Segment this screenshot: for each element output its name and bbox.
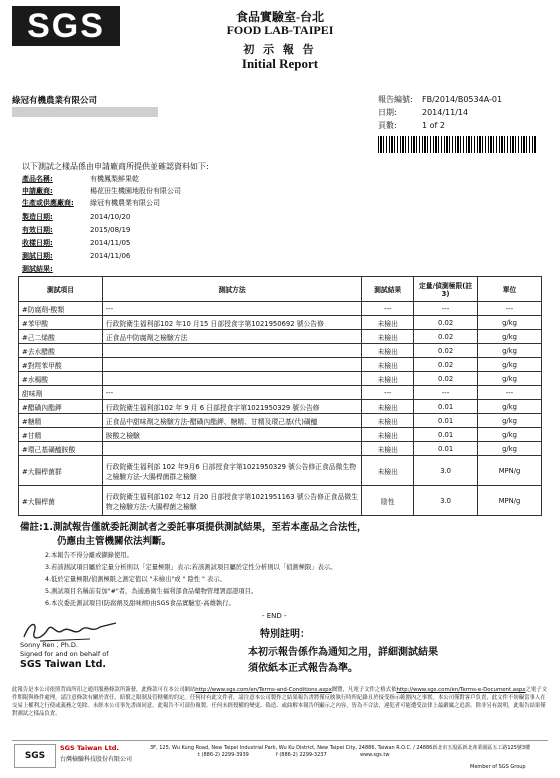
cell-method: 行政院衛生福利部 102 年9月6 日部授食字第1021950329 號公告修正食品微生物之檢驗方法-大腸桿菌群之檢驗 bbox=[102, 456, 361, 486]
lab-title-zh: 食品實驗室-台北 bbox=[236, 10, 324, 24]
sgs-footer-logo: SGS bbox=[14, 744, 56, 768]
cell-limit: 3.0 bbox=[414, 456, 478, 486]
note-1b: 仍應由主管機關依法判斷。 bbox=[57, 536, 172, 547]
cell-method: 行政院衛生福利部102 年12 月20 日部授食字第1021951163 號公告修正食品微生物之檢驗方法-大腸桿菌之檢驗 bbox=[102, 486, 361, 516]
table-row bbox=[19, 400, 542, 414]
cell-unit: g/kg bbox=[478, 316, 542, 330]
terms-link[interactable]: http://www.sgs.com/en/Terms-and-Conditions.aspx bbox=[195, 687, 332, 693]
note-3: 3.若該測試項目屬於定量分析則以「定量極限」表示;若該測試項目屬於定性分析則以「偵測極限」表示。 bbox=[45, 564, 337, 571]
footer-web: www.sgs.tw bbox=[360, 752, 390, 758]
sample-label: 測試日期: bbox=[22, 252, 53, 260]
cell-item: #大腸桿菌 bbox=[19, 486, 103, 516]
sample-value: 2015/08/19 bbox=[90, 226, 131, 234]
cell-result: 陰性 bbox=[362, 486, 414, 516]
cell-unit: MPN/g bbox=[478, 456, 542, 486]
sample-row bbox=[22, 174, 139, 184]
note-6: 6.本次委託測試項目(防腐劑及甜味劑)由SGS食品實驗室-高雄執行。 bbox=[45, 600, 235, 607]
cell-limit: 0.01 bbox=[414, 428, 478, 442]
cell-result: 未檢出 bbox=[362, 400, 414, 414]
cell-unit: g/kg bbox=[478, 344, 542, 358]
table-row bbox=[19, 372, 542, 386]
cell-result: 未檢出 bbox=[362, 442, 414, 456]
report-number-value: FB/2014/B0534A-01 bbox=[422, 95, 503, 104]
cell-unit: g/kg bbox=[478, 442, 542, 456]
results-table bbox=[18, 276, 542, 516]
sample-label: 生產或供應廠商: bbox=[22, 199, 74, 207]
sample-row bbox=[22, 225, 130, 235]
client-name: 綠冠有機農業有限公司 bbox=[12, 96, 98, 106]
report-date-value: 2014/11/14 bbox=[422, 108, 469, 117]
footer-fax: f (886-2) 2299-3237 bbox=[276, 752, 327, 758]
header-result: 測試結果 bbox=[362, 277, 414, 302]
cell-limit: 0.02 bbox=[414, 358, 478, 372]
sample-label: 產品名稱: bbox=[22, 175, 53, 183]
cell-item: #水楊酸 bbox=[19, 372, 103, 386]
cell-result: 未檢出 bbox=[362, 358, 414, 372]
sample-value: 2014/11/05 bbox=[90, 239, 131, 247]
sample-value: 2014/11/06 bbox=[90, 252, 131, 260]
report-pages-value: 1 of 2 bbox=[422, 121, 445, 130]
sample-label: 有效日期: bbox=[22, 226, 53, 234]
header-item: 測試項目 bbox=[19, 277, 103, 302]
report-title-zh: 初 示 報 告 bbox=[243, 44, 317, 56]
report-pages bbox=[378, 120, 445, 131]
sample-row bbox=[22, 186, 181, 196]
cell-item: #環己基磺醯胺酸 bbox=[19, 442, 103, 456]
cell-item: #對羥苯甲酸 bbox=[19, 358, 103, 372]
footer-address: 3F, 125, Wu Kung Road, New Taipei Industrial Park, Wu Ku District, New Taipei City, 24886, Taiwan R.O.C. / 24886新北市五股區新北產業園區五工路125號3樓 bbox=[150, 745, 531, 751]
cell-unit: g/kg bbox=[478, 400, 542, 414]
sample-value: 楊花田生機園地股份有限公司 bbox=[90, 187, 181, 195]
sample-row bbox=[22, 251, 130, 261]
sample-row bbox=[22, 238, 130, 248]
cell-limit: 0.01 bbox=[414, 400, 478, 414]
cell-result: --- bbox=[362, 302, 414, 316]
header-limit: 定量/偵測極限(註3) bbox=[414, 277, 478, 302]
table-row bbox=[19, 386, 542, 400]
cell-limit: 0.01 bbox=[414, 442, 478, 456]
cell-item: #防腐劑-酸類 bbox=[19, 302, 103, 316]
report-number-label: 報告編號: bbox=[378, 95, 413, 104]
cell-item: #苯甲酸 bbox=[19, 316, 103, 330]
cell-result: 未檢出 bbox=[362, 428, 414, 442]
cell-method: 正食品中防腐劑之檢驗方法 bbox=[102, 330, 361, 344]
cell-limit: 0.01 bbox=[414, 414, 478, 428]
cell-method: --- bbox=[102, 302, 361, 316]
sample-label: 收樣日期: bbox=[22, 239, 53, 247]
footer-member: Member of SGS Group bbox=[470, 764, 526, 770]
results-label: 測試結果: bbox=[22, 265, 53, 273]
footer-text-2: 閱覽，凡電子文件之格式依 bbox=[331, 687, 397, 693]
table-row bbox=[19, 330, 542, 344]
table-row bbox=[19, 442, 542, 456]
cell-unit: g/kg bbox=[478, 414, 542, 428]
cell-limit: 0.02 bbox=[414, 330, 478, 344]
cell-item: #己二烯酸 bbox=[19, 330, 103, 344]
cell-item: #醋磺內酯鉀 bbox=[19, 400, 103, 414]
sample-row bbox=[22, 198, 160, 208]
report-date-label: 日期: bbox=[378, 108, 397, 117]
cell-result: 未檢出 bbox=[362, 456, 414, 486]
cell-result: --- bbox=[362, 386, 414, 400]
cell-item: 甜味劑 bbox=[19, 386, 103, 400]
signer-name: Sonny Ren , Ph.D. bbox=[20, 641, 78, 649]
cell-limit: --- bbox=[414, 302, 478, 316]
cell-result: 未檢出 bbox=[362, 344, 414, 358]
signer-company: SGS Taiwan Ltd. bbox=[20, 659, 106, 670]
table-row bbox=[19, 414, 542, 428]
cell-limit: 0.02 bbox=[414, 344, 478, 358]
footer-text-3: 之電子文件期限與條件處理。請注意條款有關於責任、賠償之限制及管轄權的約定。任何持有此文件者，請注意本公司製作之結果報告書將僅反映執行時所紀錄且於接受指示範圍內之事實。本公司僅對客戶負責，此文件不妨礙當事人在交易上權利之行使或義務之免除。未經本公司事先書面同意，此報告不可部份複製。任何未經授權的變更、偽造、或曲解本報告所顯示之內容，皆為不合法，違犯者可能遭受法律上最嚴厲之追訴。除非另有說明，此報告結果僅對測試之樣品負責。 bbox=[12, 687, 548, 717]
footer-company-zh: 台灣檢驗科技股份有限公司 bbox=[60, 756, 133, 763]
cell-result: 未檢出 bbox=[362, 316, 414, 330]
cell-limit: 0.02 bbox=[414, 372, 478, 386]
cell-method bbox=[102, 372, 361, 386]
cell-method: 行政院衛生福利部102 年 9 月 6 日部授食字第1021950329 號公告修 bbox=[102, 400, 361, 414]
cell-item: #去水醋酸 bbox=[19, 344, 103, 358]
cell-result: 未檢出 bbox=[362, 330, 414, 344]
e-document-link[interactable]: http://www.sgs.com/en/Terms-e-Document.aspx bbox=[396, 687, 526, 693]
client-address-redacted bbox=[12, 107, 158, 117]
cell-unit: g/kg bbox=[478, 372, 542, 386]
cell-method bbox=[102, 442, 361, 456]
cell-method: 行政院衛生福利部102 年10 月15 日部授食字第1021950692 號公告修 bbox=[102, 316, 361, 330]
cell-limit: 0.02 bbox=[414, 316, 478, 330]
cell-limit: --- bbox=[414, 386, 478, 400]
end-marker: - END - bbox=[262, 612, 287, 620]
cell-method: 正食品中甜味劑之檢驗方法-醋磺內酯鉀、糖精、甘精及環己基(代)磺醯 bbox=[102, 414, 361, 428]
table-row bbox=[19, 358, 542, 372]
table-row bbox=[19, 344, 542, 358]
intro-text: 以下測試之樣品係由申請廠商所提供並確認資料如下: bbox=[22, 162, 209, 171]
header-unit: 單位 bbox=[478, 277, 542, 302]
report-number bbox=[378, 94, 502, 105]
cell-method: --- bbox=[102, 386, 361, 400]
special-note-line1: 本初示報告係作為通知之用，詳細測試結果 bbox=[248, 647, 438, 658]
table-row bbox=[19, 456, 542, 486]
sample-value: 2014/10/20 bbox=[90, 213, 131, 221]
report-title-en: Initial Report bbox=[241, 56, 319, 71]
table-row bbox=[19, 302, 542, 316]
header-method: 測試方法 bbox=[102, 277, 361, 302]
footer-bar bbox=[12, 740, 548, 741]
sample-label: 製造日期: bbox=[22, 213, 53, 221]
lab-title-en: FOOD LAB-TAIPEI bbox=[226, 23, 334, 37]
cell-limit: 3.0 bbox=[414, 486, 478, 516]
barcode bbox=[378, 136, 536, 153]
note-1a: 備註:1.測試報告僅就委託測試者之委託事項提供測試結果，至若本產品之合法性， bbox=[20, 522, 367, 533]
cell-unit: MPN/g bbox=[478, 486, 542, 516]
special-note-line2: 須依紙本正式報告為準。 bbox=[248, 663, 358, 674]
cell-unit: g/kg bbox=[478, 330, 542, 344]
cell-item: #糖精 bbox=[19, 414, 103, 428]
sample-label: 申請廠商: bbox=[22, 187, 53, 195]
sample-value: 綠冠有機農業有限公司 bbox=[90, 199, 160, 207]
note-4: 4.低於定量極限/偵測極限之測定值以 "未檢出"或 " 陰性 " 表示。 bbox=[45, 576, 226, 583]
footer-phone: t (886-2) 2299-3939 bbox=[198, 752, 249, 758]
signer-role: Signed for and on behalf of bbox=[20, 650, 109, 658]
cell-item: #甘精 bbox=[19, 428, 103, 442]
sgs-logo: SGS bbox=[12, 6, 120, 46]
report-date bbox=[378, 107, 468, 118]
footer-company-en: SGS Taiwan Ltd. bbox=[60, 744, 119, 752]
note-5: 5.測試項目名稱前有加"#"者，為通過衛生福利部食品藥物管理署認證項目。 bbox=[45, 588, 258, 595]
note-2: 2.本報告不得分離或擷錄使用。 bbox=[45, 552, 133, 559]
table-row bbox=[19, 486, 542, 516]
table-row bbox=[19, 428, 542, 442]
table-header-row bbox=[19, 277, 542, 302]
cell-unit: --- bbox=[478, 386, 542, 400]
cell-unit: g/kg bbox=[478, 358, 542, 372]
cell-unit: --- bbox=[478, 302, 542, 316]
report-pages-label: 頁數: bbox=[378, 121, 397, 130]
footer-disclaimer bbox=[12, 686, 548, 718]
cell-method: 胺酸之檢驗 bbox=[102, 428, 361, 442]
cell-unit: g/kg bbox=[478, 428, 542, 442]
sample-value: 有機鳳梨鮮果乾 bbox=[90, 175, 139, 183]
cell-method bbox=[102, 344, 361, 358]
sample-row bbox=[22, 212, 130, 222]
cell-result: 未檢出 bbox=[362, 372, 414, 386]
cell-result: 未檢出 bbox=[362, 414, 414, 428]
cell-item: #大腸桿菌群 bbox=[19, 456, 103, 486]
special-note-title: 特別註明： bbox=[260, 629, 310, 640]
table-row bbox=[19, 316, 542, 330]
cell-method bbox=[102, 358, 361, 372]
footer-text-1: 此報告是本公司依照背面所印之通用服務條款所簽發，此條款可在本公司網站 bbox=[12, 687, 196, 693]
